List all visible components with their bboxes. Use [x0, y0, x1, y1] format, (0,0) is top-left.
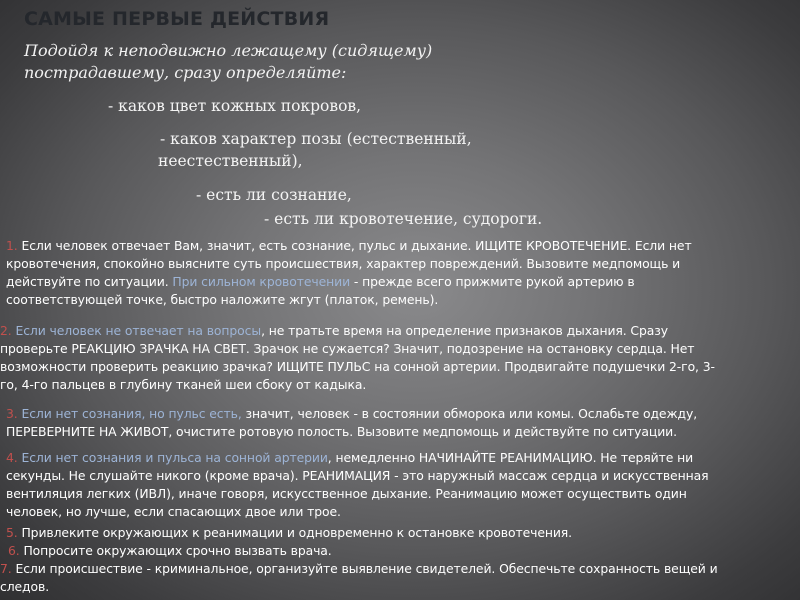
step-7-text: Если происшествие - криминальное, организуйте выявление свидетелей. Обеспечьте сохранность вещей и: [11, 561, 718, 576]
step-number: 7.: [0, 561, 12, 576]
step-3-text-b: значит, человек - в состоянии обморока или комы. Ослабьте одежду,: [241, 406, 698, 421]
step-number: 3.: [6, 406, 18, 421]
step-4-text-b: , немедленно НАЧИНАЙТЕ РЕАНИМАЦИЮ. Не теряйте ни: [327, 450, 694, 465]
intro-line-2: пострадавшему, сразу определяйте:: [24, 63, 347, 82]
step-2-line-1: [0, 322, 796, 340]
step-2-line-4: го, 4-го пальцев в глубину тканей шеи сбоку от кадыка.: [0, 377, 367, 392]
step-4-line-4: человек, но лучше, если спасающих двое или трое.: [6, 504, 341, 519]
step-7-line-1: [0, 560, 796, 578]
step-1-text-a: Если человек отвечает Вам, значит, есть сознание, пульс и дыхание.: [17, 238, 472, 253]
step-1-text-3a: действуйте по ситуации.: [6, 274, 169, 289]
intro-text: [24, 40, 464, 84]
step-6-line-1: [8, 542, 798, 560]
step-number: 5.: [6, 525, 18, 540]
step-4-highlight: Если нет сознания и пульса на сонной артерии: [17, 450, 328, 465]
step-2: [0, 322, 796, 394]
step-4-line-2: секунды. Не слушайте никого (кроме врача). РЕАНИМАЦИЯ - это наружный массаж сердца и искусственная: [6, 468, 709, 483]
step-2-line-3: возможности проверить реакцию зрачка? ИЩИТЕ ПУЛЬС на сонной артерии. Продвигайте подушечки 2-го, 3-: [0, 359, 715, 374]
check-skin-color: - каков цвет кожных покровов,: [108, 97, 362, 115]
step-1-line-2: кровотечения, спокойно выясните суть происшествия, характер повреждений. Вызовите медпомощь и: [6, 256, 681, 271]
step-6: [8, 542, 798, 560]
step-7: [0, 560, 796, 596]
step-6-text: Попросите окружающих срочно вызвать врача.: [19, 543, 332, 558]
step-number: 2.: [0, 323, 12, 338]
step-1-text-b: ИЩИТЕ КРОВОТЕЧЕНИЕ. Если нет: [471, 238, 692, 253]
check-posture-cont: неестественный),: [158, 152, 303, 170]
step-2-line-2: проверьте РЕАКЦИЮ ЗРАЧКА НА СВЕТ. Зрачок не сужается? Значит, подозрение на остановку сердца. Нет: [0, 341, 695, 356]
step-5-line-1: [6, 524, 796, 542]
step-4: [6, 449, 796, 521]
step-number: 4.: [6, 450, 18, 465]
step-4-line-1: [6, 449, 796, 467]
step-5: [6, 524, 796, 542]
step-1: [6, 237, 766, 309]
step-1-highlight: При сильном кровотечении: [168, 274, 351, 289]
intro-line-1: Подойдя к неподвижно лежащему (сидящему): [24, 41, 433, 60]
check-consciousness: - есть ли сознание,: [196, 186, 352, 204]
step-3-line-1: [6, 405, 776, 423]
step-5-text: Привлеките окружающих к реанимации и одновременно к остановке кровотечения.: [17, 525, 572, 540]
slide-title: САМЫЕ ПЕРВЫЕ ДЕЙСТВИЯ: [24, 8, 330, 30]
check-posture: - каков характер позы (естественный,: [160, 130, 472, 148]
step-number: 1.: [6, 238, 18, 253]
step-1-text-3c: - прежде всего прижмите рукой артерию в: [350, 274, 635, 289]
step-1-line-4: соответствующей точке, быстро наложите жгут (платок, ремень).: [6, 292, 439, 307]
step-1-line-1: [6, 237, 766, 255]
step-number: 6.: [8, 543, 20, 558]
step-7-line-2: следов.: [0, 579, 50, 594]
check-bleeding: - есть ли кровотечение, судороги.: [264, 210, 543, 228]
step-4-line-3: вентиляция легких (ИВЛ), иначе говоря, искусственное дыхание. Реанимацию может осуществить один: [6, 486, 687, 501]
step-3: [6, 405, 776, 441]
step-1-line-3: [6, 273, 766, 291]
step-3-line-2: ПЕРЕВЕРНИТЕ НА ЖИВОТ, очистите ротовую полость. Вызовите медпомощь и действуйте по ситуации.: [6, 424, 677, 439]
step-2-highlight: Если человек не отвечает на вопросы: [11, 323, 262, 338]
step-3-highlight: Если нет сознания, но пульс есть,: [17, 406, 242, 421]
step-2-text-b: , не тратьте время на определение признаков дыхания. Сразу: [261, 323, 668, 338]
